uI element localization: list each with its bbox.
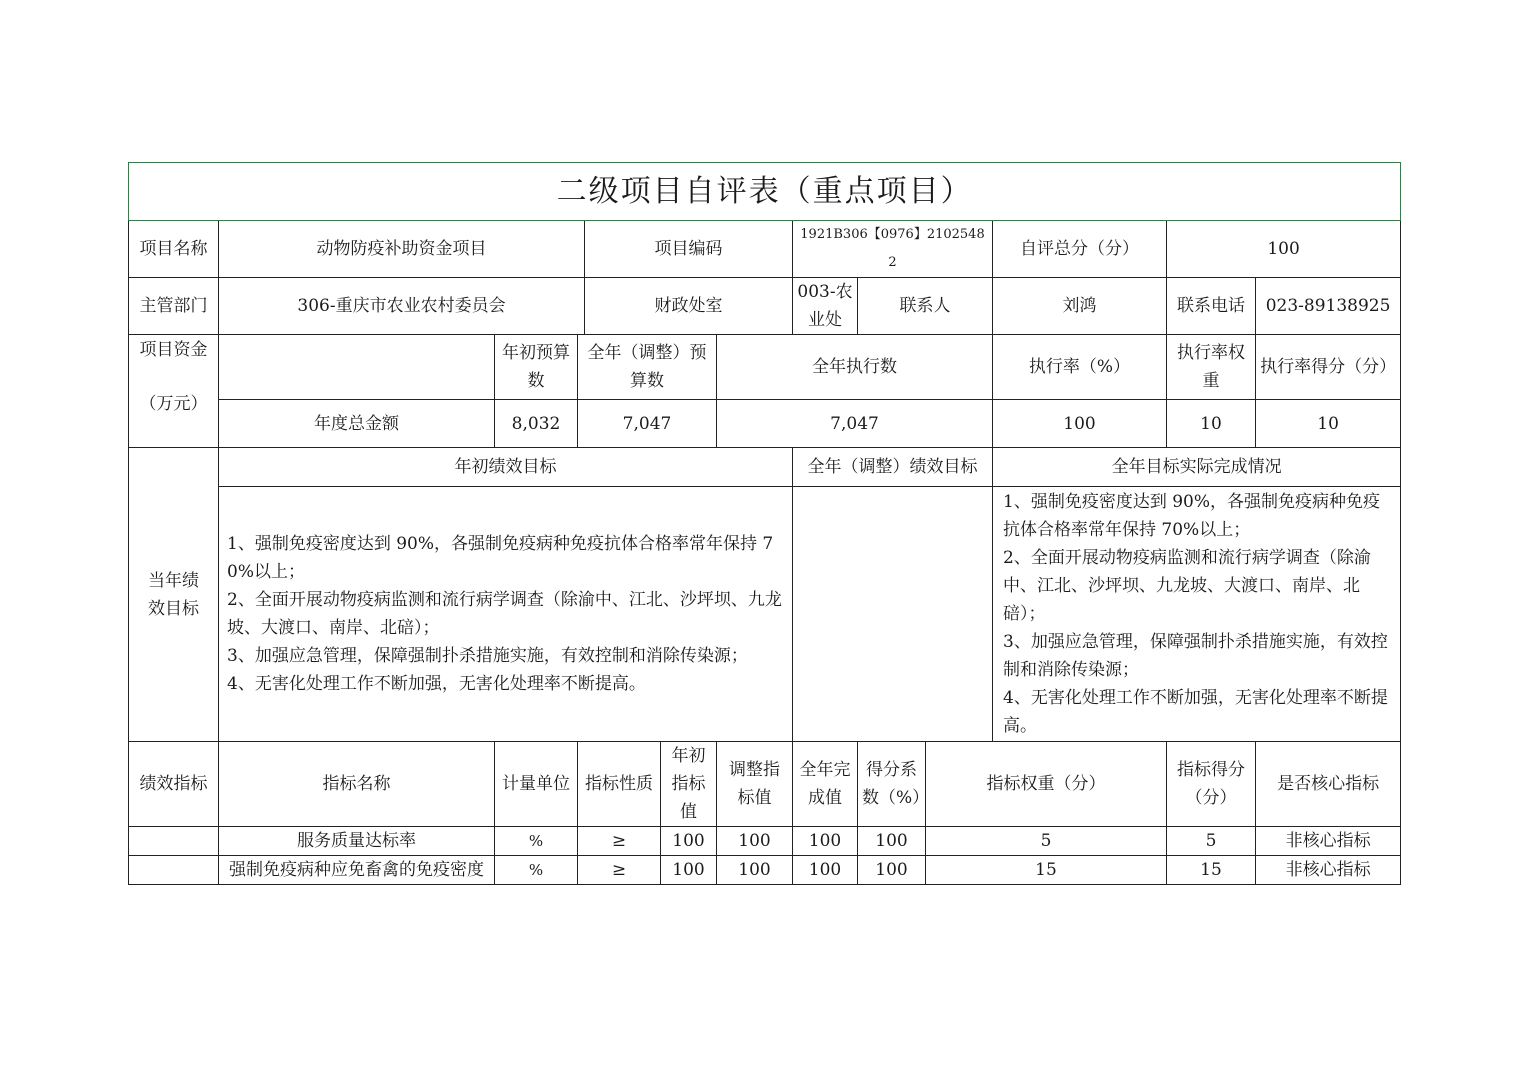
indicator-unit-header: 计量单位	[495, 742, 578, 827]
indicator-initial: 100	[661, 856, 717, 885]
indicator-core: 非核心指标	[1256, 827, 1401, 856]
funds-initial-header: 年初预算数	[495, 335, 578, 400]
adjusted-goals-content	[793, 487, 993, 742]
indicator-weight: 5	[926, 827, 1167, 856]
indicator-name-header: 指标名称	[219, 742, 495, 827]
department-label: 主管部门	[129, 278, 219, 335]
funds-label-unit: （万元）	[139, 394, 208, 414]
indicator-unit: %	[495, 856, 578, 885]
phone-value: 023-89138925	[1256, 278, 1401, 335]
initial-goals-content	[219, 487, 793, 742]
actual-goal-item: 4、无害化处理工作不断加强，无害化处理率不断提高。	[1003, 688, 1388, 736]
indicator-unit: %	[495, 827, 578, 856]
funds-executed-header: 全年执行数	[717, 335, 993, 400]
indicator-actual: 100	[793, 856, 858, 885]
indicator-score: 15	[1167, 856, 1256, 885]
funds-blank-header	[219, 335, 495, 400]
indicator-nature: ≥	[578, 827, 661, 856]
indicator-coef: 100	[858, 827, 926, 856]
actual-goal-item: 2、全面开展动物疫病监测和流行病学调查（除渝中、江北、沙坪坝、九龙坡、大渡口、南岸、北碚）；	[1003, 548, 1371, 624]
self-evaluation-sheet	[128, 162, 1400, 885]
funds-adjusted-value: 7,047	[578, 400, 717, 448]
funds-row-label: 年度总金额	[219, 400, 495, 448]
initial-goals-header: 年初绩效目标	[219, 448, 793, 487]
funds-rate-value: 100	[993, 400, 1167, 448]
funds-adjusted-header: 全年（调整）预算数	[578, 335, 717, 400]
total-score-value: 100	[1167, 221, 1401, 278]
indicator-adjusted-header: 调整指标值	[717, 742, 793, 827]
contact-value: 刘鸿	[993, 278, 1167, 335]
evaluation-table	[128, 162, 1401, 885]
funds-weight-header: 执行率权重	[1167, 335, 1256, 400]
indicator-initial: 100	[661, 827, 717, 856]
indicator-initial-header: 年初指标值	[661, 742, 717, 827]
project-name-value: 动物防疫补助资金项目	[219, 221, 585, 278]
funds-score-value: 10	[1256, 400, 1401, 448]
indicator-nature-header: 指标性质	[578, 742, 661, 827]
indicator-adjusted: 100	[717, 827, 793, 856]
funds-executed-value: 7,047	[717, 400, 993, 448]
contact-label: 联系人	[858, 278, 993, 335]
office-code-value: 003-农业处	[793, 278, 858, 335]
funds-weight-value: 10	[1167, 400, 1256, 448]
goals-label: 当年绩效目标	[129, 448, 219, 742]
indicator-actual: 100	[793, 827, 858, 856]
adjusted-goals-header: 全年（调整）绩效目标	[793, 448, 993, 487]
funds-initial-value: 8,032	[495, 400, 578, 448]
initial-goal-item: 2、全面开展动物疫病监测和流行病学调查（除渝中、江北、沙坪坝、九龙坡、大渡口、南岸、北碚）；	[227, 590, 782, 638]
indicator-row-spacer	[129, 856, 219, 885]
actual-goal-item: 1、强制免疫密度达到 90%，各强制免疫病种免疫抗体合格率常年保持 70%以上；	[1003, 492, 1381, 540]
indicator-row-spacer	[129, 827, 219, 856]
indicator-coef-header: 得分系数（%）	[858, 742, 926, 827]
indicator-adjusted: 100	[717, 856, 793, 885]
indicator-coef: 100	[858, 856, 926, 885]
indicator-weight: 15	[926, 856, 1167, 885]
indicator-actual-header: 全年完成值	[793, 742, 858, 827]
initial-goal-item: 1、强制免疫密度达到 90%，各强制免疫病种免疫抗体合格率常年保持 70%以上；	[227, 534, 774, 582]
project-code-label: 项目编码	[585, 221, 793, 278]
department-value: 306-重庆市农业农村委员会	[219, 278, 585, 335]
phone-label: 联系电话	[1167, 278, 1256, 335]
indicators-label: 绩效指标	[129, 742, 219, 827]
indicator-core-header: 是否核心指标	[1256, 742, 1401, 827]
project-code-value: 1921B306【0976】21025482	[793, 221, 993, 278]
total-score-label: 自评总分（分）	[993, 221, 1167, 278]
actual-goals-header: 全年目标实际完成情况	[993, 448, 1401, 487]
indicator-name: 强制免疫病种应免畜禽的免疫密度	[219, 856, 495, 885]
project-name-label: 项目名称	[129, 221, 219, 278]
initial-goal-item: 3、加强应急管理，保障强制扑杀措施实施，有效控制和消除传染源；	[227, 646, 748, 666]
actual-goal-item: 3、加强应急管理，保障强制扑杀措施实施，有效控制和消除传染源；	[1003, 632, 1388, 680]
initial-goal-item: 4、无害化处理工作不断加强，无害化处理率不断提高。	[227, 674, 646, 694]
funds-rate-header: 执行率（%）	[993, 335, 1167, 400]
funds-label-top: 项目资金	[139, 340, 208, 360]
finance-office-value: 财政处室	[585, 278, 793, 335]
indicator-score-header: 指标得分（分）	[1167, 742, 1256, 827]
indicator-weight-header: 指标权重（分）	[926, 742, 1167, 827]
indicator-name: 服务质量达标率	[219, 827, 495, 856]
indicator-nature: ≥	[578, 856, 661, 885]
indicator-core: 非核心指标	[1256, 856, 1401, 885]
actual-goals-content	[993, 487, 1401, 742]
funds-score-header: 执行率得分（分）	[1256, 335, 1401, 400]
form-title: 二级项目自评表（重点项目）	[129, 163, 1401, 221]
indicator-score: 5	[1167, 827, 1256, 856]
funds-label	[129, 335, 219, 448]
